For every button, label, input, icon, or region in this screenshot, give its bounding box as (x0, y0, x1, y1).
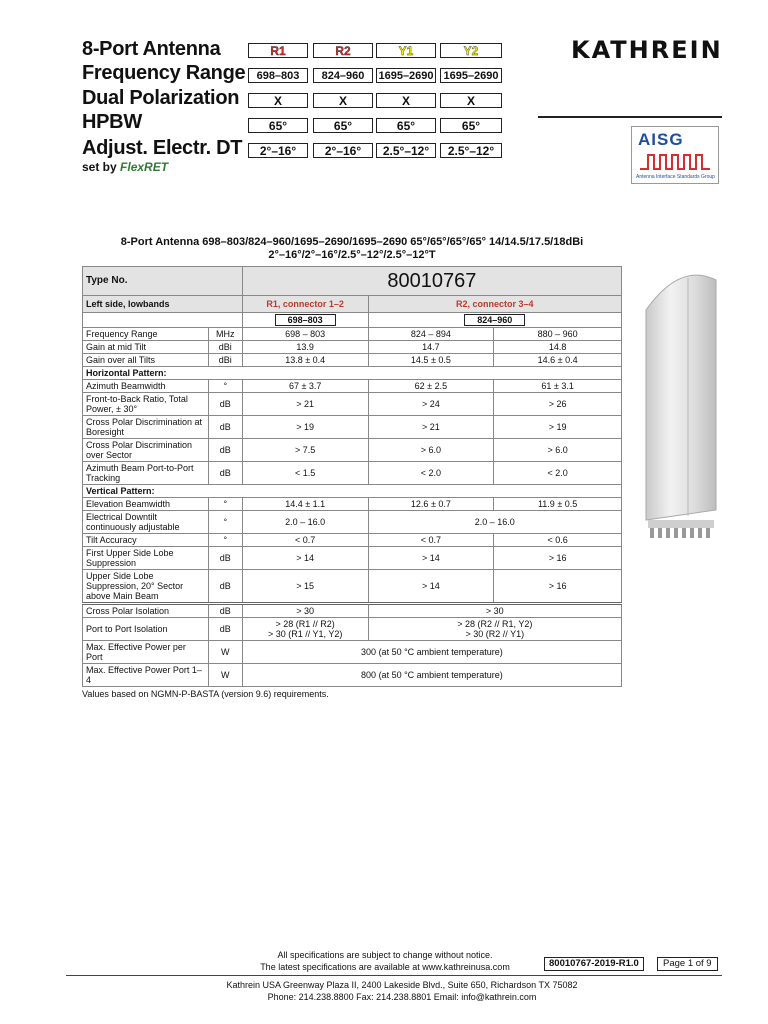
footer-disclaimer (190, 949, 580, 973)
param-label: Max. Effective Power per Port (83, 641, 209, 664)
band-row (83, 313, 622, 328)
unit-cell: ° (208, 534, 242, 547)
header-cell-r1-c3: 1695–2690 (440, 68, 502, 83)
table-row (83, 393, 622, 416)
contact-line: Phone: 214.238.8800 Fax: 214.238.8801 Email: info@kathrein.com (267, 992, 537, 1002)
table-row (83, 328, 622, 341)
disclaimer-line1: All specifications are subject to change without notice. (277, 950, 493, 960)
unit-cell: dBi (208, 354, 242, 367)
header-cell-r4-c2: 2.5°–12° (376, 143, 436, 158)
header-cell-r2-c1: X (313, 93, 373, 108)
header-cell-r1-c2: 1695–2690 (376, 68, 436, 83)
table-row (83, 416, 622, 439)
header-cell-r3-c1: 65° (313, 118, 373, 133)
side-row (83, 296, 622, 313)
set-by-prefix: set by (82, 160, 117, 174)
unit-cell: dBi (208, 341, 242, 354)
value-cell: > 14 (368, 570, 494, 604)
kathrein-logo: KATHREIN (571, 36, 723, 64)
unit-cell: dB (208, 604, 242, 618)
header-cell-r3-c3: 65° (440, 118, 502, 133)
header-cell-r2-c0: X (248, 93, 308, 108)
r2-connector-label: R2, connector 3–4 (368, 296, 621, 313)
header-cell-r0-c0: R1 (248, 43, 308, 58)
type-label: Type No. (83, 267, 243, 296)
value-cell: 13.8 ± 0.4 (242, 354, 368, 367)
value-cell: 2.0 – 16.0 (242, 511, 368, 534)
param-label: Port to Port Isolation (83, 618, 209, 641)
type-number: 80010767 (242, 267, 621, 296)
param-label: Electrical Downtilt continuously adjustable (83, 511, 209, 534)
header-cell-r4-c1: 2°–16° (313, 143, 373, 158)
param-label: Tilt Accuracy (83, 534, 209, 547)
value-cell: > 19 (242, 416, 368, 439)
param-label: Cross Polar Discrimination at Boresight (83, 416, 209, 439)
unit-cell: MHz (208, 328, 242, 341)
value-cell: > 28 (R1 // R2) > 30 (R1 // Y1, Y2) (242, 618, 368, 641)
value-cell: 61 ± 3.1 (494, 380, 622, 393)
table-row (83, 498, 622, 511)
param-label: Cross Polar Isolation (83, 604, 209, 618)
value-cell: 14.8 (494, 341, 622, 354)
spec-table (82, 266, 622, 687)
value-cell: > 14 (242, 547, 368, 570)
value-cell: < 2.0 (368, 462, 494, 485)
value-cell: > 7.5 (242, 439, 368, 462)
value-cell: > 21 (242, 393, 368, 416)
param-label: Azimuth Beam Port-to-Port Tracking (83, 462, 209, 485)
table-row (83, 341, 622, 354)
value-cell: 698 – 803 (242, 328, 368, 341)
table-note: Values based on NGMN-P-BASTA (version 9.6) requirements. (82, 689, 329, 699)
param-label: Gain over all Tilts (83, 354, 209, 367)
unit-cell: dB (208, 618, 242, 641)
value-cell: < 1.5 (242, 462, 368, 485)
value-cell: 11.9 ± 0.5 (494, 498, 622, 511)
value-cell: < 0.6 (494, 534, 622, 547)
table-row (83, 547, 622, 570)
aisg-wave-icon (640, 151, 712, 171)
section-heading: Horizontal Pattern: (83, 367, 622, 380)
set-by-flexret (82, 160, 168, 174)
section-row (83, 367, 622, 380)
product-title-line1: 8-Port Antenna 698–803/824–960/1695–2690/1695–2690 65°/65°/65°/65° 14/14.5/17.5/18dBi (120, 236, 584, 248)
value-cell: > 19 (494, 416, 622, 439)
unit-cell: dB (208, 393, 242, 416)
header-cell-r2-c2: X (376, 93, 436, 108)
product-title (82, 236, 622, 262)
flexret-logo: FlexRET (120, 160, 169, 174)
header-cell-r3-c2: 65° (376, 118, 436, 133)
header-cell-r2-c3: X (440, 93, 502, 108)
param-label: Max. Effective Power Port 1–4 (83, 664, 209, 687)
band-cell-r1 (242, 313, 368, 328)
band-box-r2: 824–960 (464, 314, 525, 326)
value-cell: 67 ± 3.7 (242, 380, 368, 393)
value-cell: 300 (at 50 °C ambient temperature) (242, 641, 621, 664)
unit-cell: dB (208, 547, 242, 570)
table-row (83, 354, 622, 367)
param-label: Frequency Range (83, 328, 209, 341)
table-row (83, 380, 622, 393)
section-row (83, 485, 622, 498)
unit-cell: dB (208, 570, 242, 604)
table-row (83, 511, 622, 534)
header-label-polarization: Dual Polarization (82, 87, 240, 109)
value-cell: 62 ± 2.5 (368, 380, 494, 393)
unit-cell: ° (208, 498, 242, 511)
value-cell: 14.5 ± 0.5 (368, 354, 494, 367)
document-number: 80010767-2019-R1.0 (544, 957, 644, 971)
table-row (83, 534, 622, 547)
band-empty (83, 313, 243, 328)
param-label: Upper Side Lobe Suppression, 20° Sector above Main Beam (83, 570, 209, 604)
table-row (83, 462, 622, 485)
value-cell: > 26 (494, 393, 622, 416)
value-cell: 2.0 – 16.0 (368, 511, 621, 534)
band-cell-r2 (368, 313, 621, 328)
value-cell: > 28 (R2 // R1, Y2) > 30 (R2 // Y1) (368, 618, 621, 641)
header-cell-r4-c3: 2.5°–12° (440, 143, 502, 158)
unit-cell: W (208, 641, 242, 664)
page-number: Page 1 of 9 (657, 957, 718, 971)
aisg-logo (631, 126, 719, 184)
param-label: Elevation Beamwidth (83, 498, 209, 511)
param-label: Cross Polar Discrimination over Sector (83, 439, 209, 462)
value-cell: > 24 (368, 393, 494, 416)
param-label: First Upper Side Lobe Suppression (83, 547, 209, 570)
footer-address (82, 979, 722, 1003)
header-cell-r1-c0: 698–803 (248, 68, 308, 83)
param-label: Gain at mid Tilt (83, 341, 209, 354)
value-cell: > 14 (368, 547, 494, 570)
type-row (83, 267, 622, 296)
value-cell: > 21 (368, 416, 494, 439)
antenna-product-image (640, 270, 722, 540)
unit-cell: dB (208, 462, 242, 485)
header-cell-r0-c2: Y1 (376, 43, 436, 58)
table-row (83, 604, 622, 618)
header-cell-r0-c3: Y2 (440, 43, 502, 58)
param-label: Front-to-Back Ratio, Total Power, ± 30° (83, 393, 209, 416)
value-cell: > 6.0 (494, 439, 622, 462)
value-cell: 14.4 ± 1.1 (242, 498, 368, 511)
band-box-r1: 698–803 (275, 314, 336, 326)
header-cell-r1-c1: 824–960 (313, 68, 373, 83)
header-cell-r0-c1: R2 (313, 43, 373, 58)
table-row (83, 570, 622, 604)
aisg-subtitle: Antenna Interface Standards Group (636, 174, 715, 180)
header-divider (538, 116, 722, 118)
disclaimer-line2: The latest specifications are available at www.kathreinusa.com (260, 962, 510, 972)
value-cell: > 30 (242, 604, 368, 618)
product-title-line2: 2°–16°/2°–16°/2.5°–12°/2.5°–12°T (268, 249, 436, 261)
value-cell: 880 – 960 (494, 328, 622, 341)
unit-cell: dB (208, 416, 242, 439)
section-heading: Vertical Pattern: (83, 485, 622, 498)
footer-divider (66, 975, 722, 976)
unit-cell: dB (208, 439, 242, 462)
table-row (83, 618, 622, 641)
table-row (83, 439, 622, 462)
value-cell: < 0.7 (368, 534, 494, 547)
header-label-tilt: Adjust. Electr. DT (82, 137, 243, 159)
param-label: Azimuth Beamwidth (83, 380, 209, 393)
value-cell: 12.6 ± 0.7 (368, 498, 494, 511)
unit-cell: W (208, 664, 242, 687)
value-cell: > 16 (494, 570, 622, 604)
header-label-antenna: 8-Port Antenna (82, 38, 221, 60)
header-label-hpbw: HPBW (82, 111, 142, 133)
value-cell: > 16 (494, 547, 622, 570)
value-cell: > 6.0 (368, 439, 494, 462)
value-cell: 14.7 (368, 341, 494, 354)
aisg-title: AISG (638, 130, 684, 149)
header-cell-r3-c0: 65° (248, 118, 308, 133)
value-cell: < 0.7 (242, 534, 368, 547)
header-cell-r4-c0: 2°–16° (248, 143, 308, 158)
value-cell: 824 – 894 (368, 328, 494, 341)
table-row (83, 664, 622, 687)
value-cell: > 30 (368, 604, 621, 618)
value-cell: < 2.0 (494, 462, 622, 485)
unit-cell: ° (208, 380, 242, 393)
r1-connector-label: R1, connector 1–2 (242, 296, 368, 313)
address-line: Kathrein USA Greenway Plaza II, 2400 Lakeside Blvd., Suite 650, Richardson TX 75082 (226, 980, 578, 990)
header-label-frequency: Frequency Range (82, 62, 246, 84)
unit-cell: ° (208, 511, 242, 534)
value-cell: > 15 (242, 570, 368, 604)
value-cell: 14.6 ± 0.4 (494, 354, 622, 367)
table-row (83, 641, 622, 664)
value-cell: 800 (at 50 °C ambient temperature) (242, 664, 621, 687)
side-label: Left side, lowbands (83, 296, 243, 313)
value-cell: 13.9 (242, 341, 368, 354)
